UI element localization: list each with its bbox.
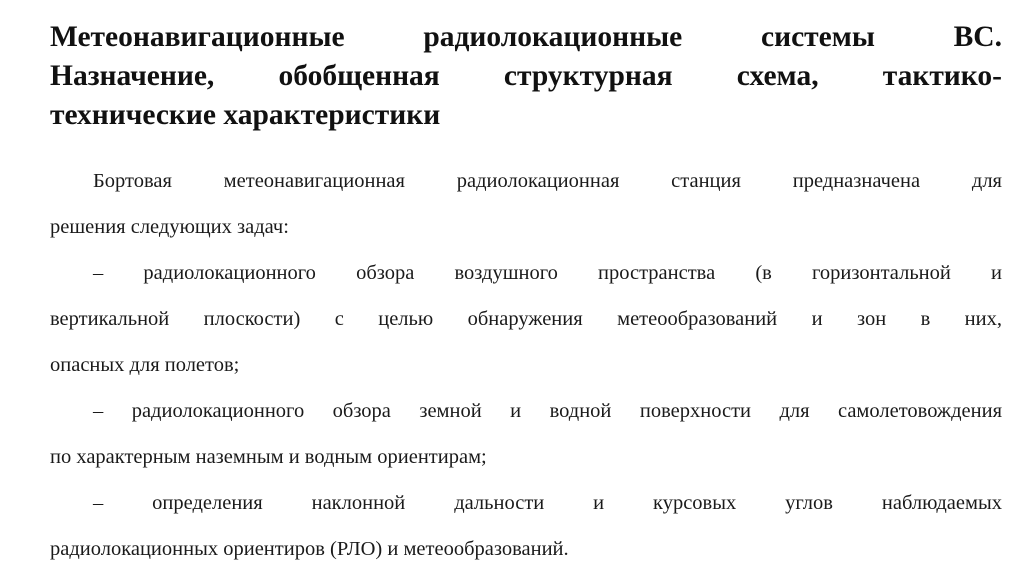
- list-item-range: [50, 480, 1002, 572]
- list-item-surface-line-2: по характерным наземным и водным ориентирам;: [50, 446, 487, 468]
- list-item-surface-line-1: – радиолокационного обзора земной и водной поверхности для самолетовождения: [93, 400, 1002, 422]
- slide: [50, 18, 1002, 572]
- title-line-1: Метеонавигационные радиолокационные системы ВС.: [50, 21, 1002, 53]
- title-line-3: технические характеристики: [50, 99, 441, 131]
- title-line-2: Назначение, обобщенная структурная схема, тактико-: [50, 60, 1002, 92]
- list-item-range-line-1: – определения наклонной дальности и курсовых углов наблюдаемых: [93, 492, 1002, 514]
- list-item-airspace: [50, 250, 1002, 388]
- intro-line-2: решения следующих задач:: [50, 216, 289, 238]
- list-item-surface: [50, 388, 1002, 480]
- list-item-airspace-line-2: вертикальной плоскости) с целью обнаружения метеообразований и зон в них,: [50, 308, 1002, 330]
- intro-paragraph: [50, 158, 1002, 250]
- list-item-airspace-line-3: опасных для полетов;: [50, 354, 240, 376]
- intro-line-1: Бортовая метеонавигационная радиолокационная станция предназначена для: [93, 170, 1002, 192]
- slide-title: [50, 18, 1002, 135]
- slide-body: [50, 158, 1002, 572]
- list-item-range-line-2: радиолокационных ориентиров (РЛО) и метеообразований.: [50, 538, 569, 560]
- list-item-airspace-line-1: – радиолокационного обзора воздушного пространства (в горизонтальной и: [93, 262, 1002, 284]
